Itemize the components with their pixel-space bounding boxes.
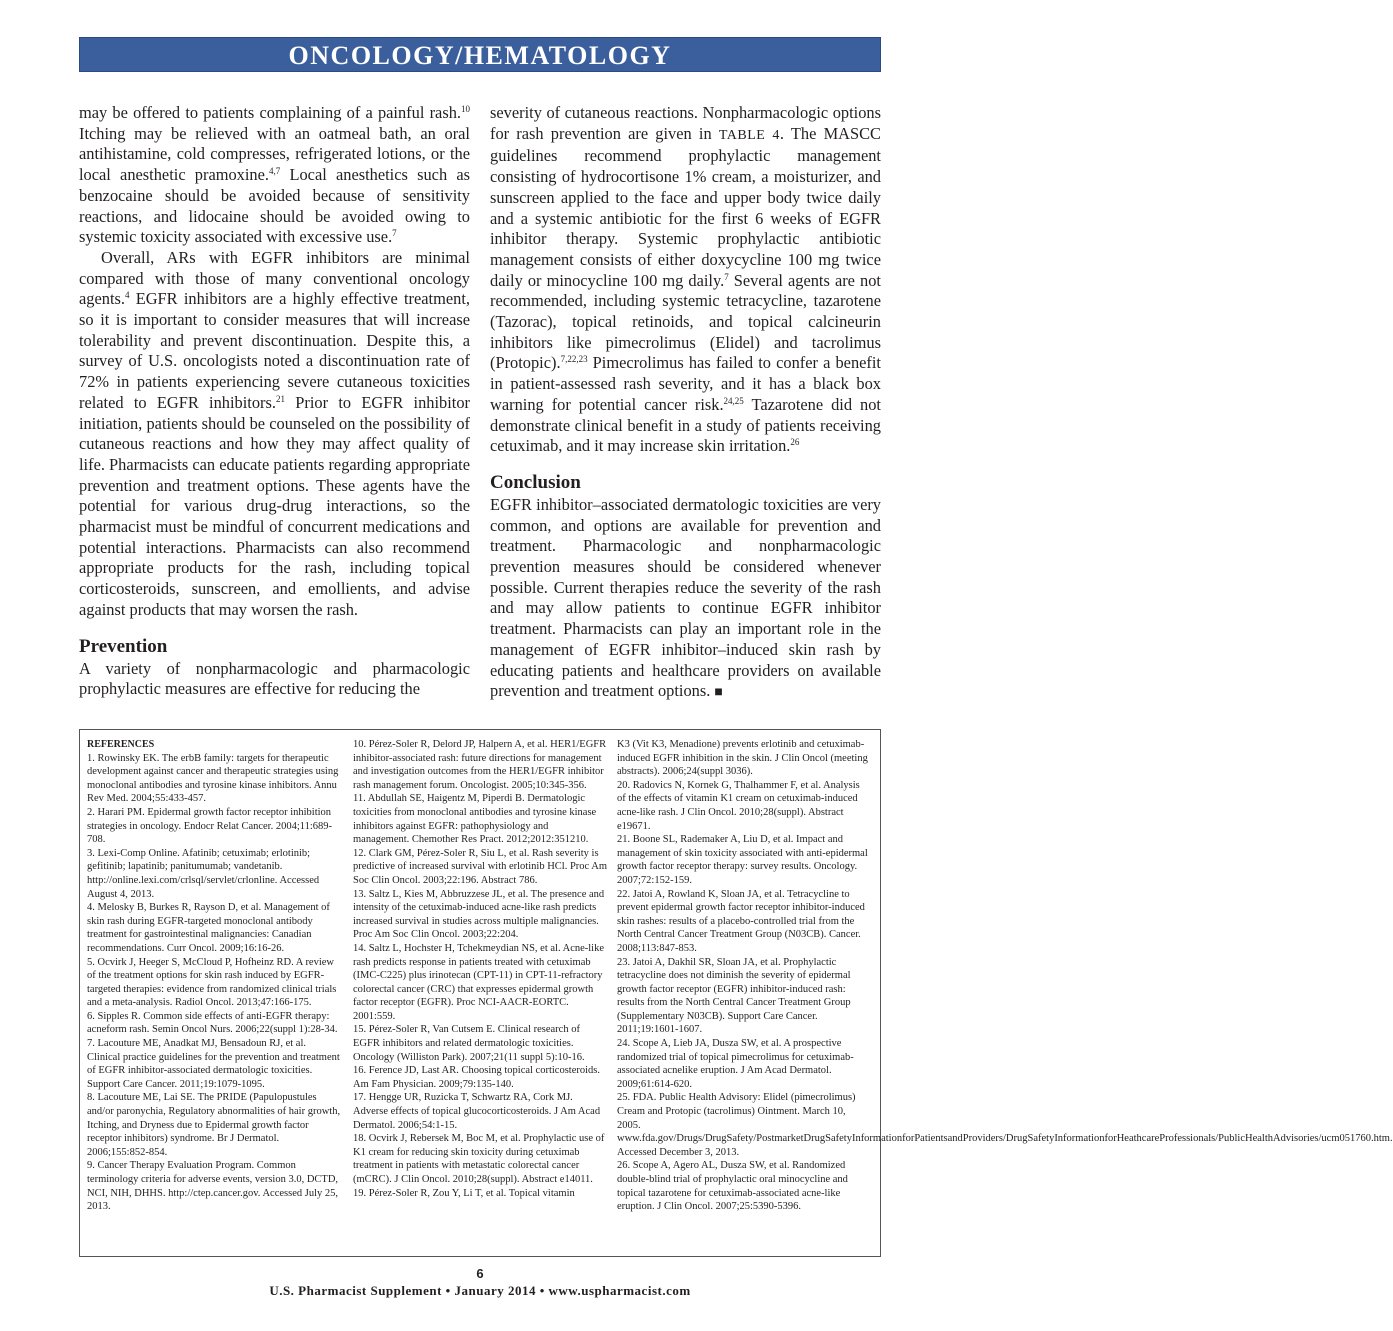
reference-entry: 20. Radovics N, Kornek G, Thalhammer F, et al. Analysis of the effects of vitamin K1 cream on cetuximab-induced acne-like rash. J Clin Oncol. 2010;28(suppl). Abstract e19671. [617,779,860,832]
references-column-2 [353,738,607,1200]
reference-entry: 13. Saltz L, Kies M, Abbruzzese JL, et al. The presence and intensity of the cetuximab-induced acne-like rash predicts increased survival in studies across multiple malignancies. Proc Am Soc Clin Oncol. 2003;22:204. [353,888,605,941]
reference-entry: 5. Ocvirk J, Heeger S, McCloud P, Hofheinz RD. A review of the treatment options for skin rash induced by EGFR-targeted therapies: evidence from randomized clinical trials and a meta-analysis. Radiol Oncol. 2013;47:166-175. [87,956,337,1009]
reference-entry: 22. Jatoi A, Rowland K, Sloan JA, et al. Tetracycline to prevent epidermal growth factor receptor inhibitor-induced skin rashes: results of a placebo-controlled trial from the North Central Cancer Treatment Group (N03CB). Cancer. 2008;113:847-853. [617,888,865,954]
references-column-1 [87,738,341,1214]
citation: 7 [392,228,397,239]
citation: 26 [790,437,800,448]
reference-entry: 12. Clark GM, Pérez-Soler R, Siu L, et al. Rash severity is predictive of increased survival with erlotinib HCl. Proc Am Soc Clin Oncol. 2003;22:196. Abstract 786. [353,847,607,886]
reference-entry: 10. Pérez-Soler R, Delord JP, Halpern A, et al. HER1/EGFR inhibitor-associated rash: future directions for management and investigation outcomes from the HER1/EGFR inhibitor rash management forum. Oncologist. 2005;10:345-356. [353,739,607,791]
text-run: . The MASCC guidelines recommend prophylactic management consisting of hydrocortisone 1% cream, a moisturizer, and sunscreen applied to the face and upper body twice daily and a systemic antibiotic for the first 6 weeks of EGFR inhibitor therapy. Systemic prophylactic antibiotic management consists of either doxycycline 100 mg twice daily or minocycline 100 mg daily. [490,123,881,290]
reference-entry: 17. Hengge UR, Ruzicka T, Schwartz RA, Cork MJ. Adverse effects of topical glucocorticosteroids. J Am Acad Dermatol. 2006;54:1-15. [353,1092,601,1131]
left-column [79,103,470,700]
text-run: Tazarotene did not demonstrate clinical benefit in a study of patients receiving cetuximab, and it may increase skin irritation. [490,394,881,456]
text-run: Local anesthetics such as benzocaine should be avoided because of sensitivity reactions, and lidocaine should be avoided owing to systemic toxicity associated with excessive use. [79,165,470,247]
reference-entry: K3 (Vit K3, Menadione) prevents erlotinib and cetuximab-induced EGFR inhibition in the skin. J Clin Oncol (meeting abstracts). 2006;24(suppl 3036). [617,739,868,778]
paragraph [490,103,881,457]
reference-entry: 7. Lacouture ME, Anadkat MJ, Bensadoun RJ, et al. Clinical practice guidelines for the prevention and treatment of EGFR inhibitor-associated dermatologic toxicities. Support Care Cancer. 2011;19:1079-1095. [87,1038,340,1090]
reference-entry: 2. Harari PM. Epidermal growth factor receptor inhibition strategies in oncology. Endocr Relat Cancer. 2004;11:689-708. [87,806,333,846]
end-mark-icon: ■ [714,685,723,701]
reference-entry: 8. Lacouture ME, Lai SE. The PRIDE (Papulopustules and/or paronychia, Regulatory abnormalities of hair growth, Itching, and Dryness due to Epidermal growth factor receptor inhibitors) syndrome. Br J Dermatol. 2006;155:852-854. [87,1092,341,1158]
prevention-heading: Prevention [79,635,168,657]
page-number: 6 [476,1266,484,1281]
table-reference: TABLE 4 [718,127,780,143]
text-run: EGFR inhibitor–associated dermatologic toxicities are very common, and options are available for prevention and treatment. Pharmacologic and nonpharmacologic prevention measures should be considered whenever possible. Current therapies reduce the severity of the rash and may allow patients to continue EGFR inhibitor treatment. Pharmacists can play an important role in the management of EGFR inhibitor–induced skin rash by educating patients and healthcare providers on available prevention and treatment options. [490,494,881,701]
right-column [490,103,881,704]
reference-entry: 11. Abdullah SE, Haigentz M, Piperdi B. Dermatologic toxicities from monoclonal antibodies and tyrosine kinase inhibitors against EGFR: pathophysiology and management. Chemother Res Pract. 2012;2012:351210. [353,793,597,846]
references-column-3 [617,738,1393,1214]
reference-entry: 16. Ference JD, Last AR. Choosing topical corticosteroids. Am Fam Physician. 2009;79:135-140. [353,1065,601,1090]
citation: 4 [124,290,130,301]
reference-entry: 24. Scope A, Lieb JA, Dusza SW, et al. A prospective randomized trial of topical pimecrolimus for cetuximab-associated acnelike eruption. J Am Acad Dermatol. 2009;61:614-620. [617,1038,854,1090]
text-run: Several agents are not recommended, including systemic tetracycline, tazarotene (Tazorac), topical retinoids, and topical calcineurin inhibitors like pimecrolimus (Elidel) and tacrolimus (Protopic). [490,270,881,373]
reference-entry: 18. Ocvirk J, Rebersek M, Boc M, et al. Prophylactic use of K1 cream for reducing skin toxicity during cetuximab treatment in patients with metastatic colorectal cancer (mCRC). J Clin Oncol. 2010;28(suppl). Abstract e14011. [353,1133,605,1185]
reference-entry: 14. Saltz L, Hochster H, Tchekmeydian NS, et al. Acne-like rash predicts response in patients treated with cetuximab (IMC-C225) plus irinotecan (CPT-11) in CPT-11-refractory colorectal cancer (CRC) that expresses epidermal growth factor receptor (EGFR). Proc NCI-AACR-EORTC. 2001:559. [353,942,605,1022]
footer-line: U.S. Pharmacist Supplement • January 2014 • www.uspharmacist.com [269,1283,691,1298]
text-run: EGFR inhibitors are a highly effective treatment, so it is important to consider measures that will increase tolerability and prevent discontinuation. Despite this, a survey of U.S. oncologists noted a discontinuation rate of 72% in patients experiencing severe cutaneous toxicities related to EGFR inhibitors. [79,289,470,412]
text-run: may be offered to patients complaining of a painful rash. [79,103,461,122]
reference-entry: 9. Cancer Therapy Evaluation Program. Common terminology criteria for adverse events, version 3.0, DCTD, NCI, NIH, DHHS. http://ctep.cancer.gov. Accessed July 25, 2013. [87,1160,339,1213]
text-run: Itching may be relieved with an oatmeal bath, an oral antihistamine, cold compresses, refrigerated lotions, or the local anesthetic pramoxine. [79,123,470,185]
text-run: Prior to EGFR inhibitor initiation, patients should be counseled on the possibility of cutaneous reactions and how they may affect quality of life. Pharmacists can educate patients regarding appropriate prevention and treatment options. These agents have the potential for various drug-drug interactions, so the pharmacist must be mindful of concurrent medications and potential interactions. Pharmacists can also recommend appropriate products for the rash, including topical corticosteroids, sunscreen, and emollients, and advise against products that may worsen the rash. [79,392,470,619]
paragraph [79,103,470,248]
reference-entry: 4. Melosky B, Burkes R, Rayson D, et al. Management of skin rash during EGFR-targeted monoclonal antibody treatment for gastrointestinal malignancies: Canadian recommendations. Curr Oncol. 2009;16:16-26. [87,902,330,954]
reference-entry: 19. Pérez-Soler R, Zou Y, Li T, et al. Topical vitamin [353,1187,575,1199]
reference-entry: 23. Jatoi A, Dakhil SR, Sloan JA, et al. Prophylactic tetracycline does not diminish the severity of epidermal growth factor receptor (EGFR) inhibitor-induced rash: results from the North Central Cancer Treatment Group (Supplementary N03CB). Support Care Cancer. 2011;19:1601-1607. [617,956,851,1036]
citation: 10 [461,104,470,114]
references-heading: REFERENCES [87,739,155,750]
reference-entry: 6. Sipples R. Common side effects of anti-EGFR therapy: acneform rash. Semin Oncol Nurs. 2006;22(suppl 1):28-34. [87,1010,338,1036]
reference-entry: 1. Rowinsky EK. The erbB family: targets for therapeutic development against cancer and therapeutic strategies using monoclonal antibodies and tyrosine kinase inhibitors. Annu Rev Med. 2004;55:433-457. [87,752,339,805]
paragraph: A variety of nonpharmacologic and pharmacologic prophylactic measures are effective for reducing the [79,658,470,699]
text-run: Overall, ARs with EGFR inhibitors are minimal compared with those of many conventional oncology agents. [79,247,470,309]
paragraph [79,248,470,621]
reference-entry: 15. Pérez-Soler R, Van Cutsem E. Clinical research of EGFR inhibitors and related dermatologic toxicities. Oncology (Williston Park). 2007;21(11 suppl 5):10-16. [353,1024,585,1063]
citation: 7,22,23 [560,354,588,365]
conclusion-heading: Conclusion [490,471,581,493]
reference-entry: 3. Lexi-Comp Online. Afatinib; cetuximab; erlotinib; gefitinib; lapatinib; panitumumab; vandetanib. http://online.lexi.com/crlsql/servlet/crlonline. Accessed August 4, 2013. [87,847,320,900]
reference-entry: 21. Boone SL, Rademaker A, Liu D, et al. Impact and management of skin toxicity associated with anti-epidermal growth factor receptor therapy: survey results. Oncology. 2007;72:152-159. [617,834,868,886]
reference-entry: 26. Scope A, Agero AL, Dusza SW, et al. Randomized double-blind trial of prophylactic oral minocycline and topical tazarotene for cetuximab-associated acne-like eruption. J Clin Oncol. 2007;25:5390-5396. [617,1160,848,1213]
section-banner [79,37,881,72]
text-run: severity of cutaneous reactions. Nonpharmacologic options for rash prevention are given in [490,103,881,143]
citation: 24,25 [723,395,744,406]
citation: 7 [724,271,729,282]
text-run: Pimecrolimus has failed to confer a benefit in patient-assessed rash severity, and it has a black box warning for potential cancer risk. [490,353,881,414]
section-title: ONCOLOGY/HEMATOLOGY [288,41,672,70]
reference-entry: 25. FDA. Public Health Advisory: Elidel (pimecrolimus) Cream and Protopic (tacrolimus) Ointment. March 10, 2005. www.fda.gov/Drugs/DrugSafety/PostmarketDrugSafetyInformationforPatientsandProviders/DrugSafetyInformationforHeathcareProfessionals/PublicHealthAdvisories/ucm051760.htm. Accessed December 3, 2013. [617,1092,1393,1158]
paragraph [490,495,881,704]
citation: 4,7 [269,166,281,177]
citation: 21 [276,393,285,404]
